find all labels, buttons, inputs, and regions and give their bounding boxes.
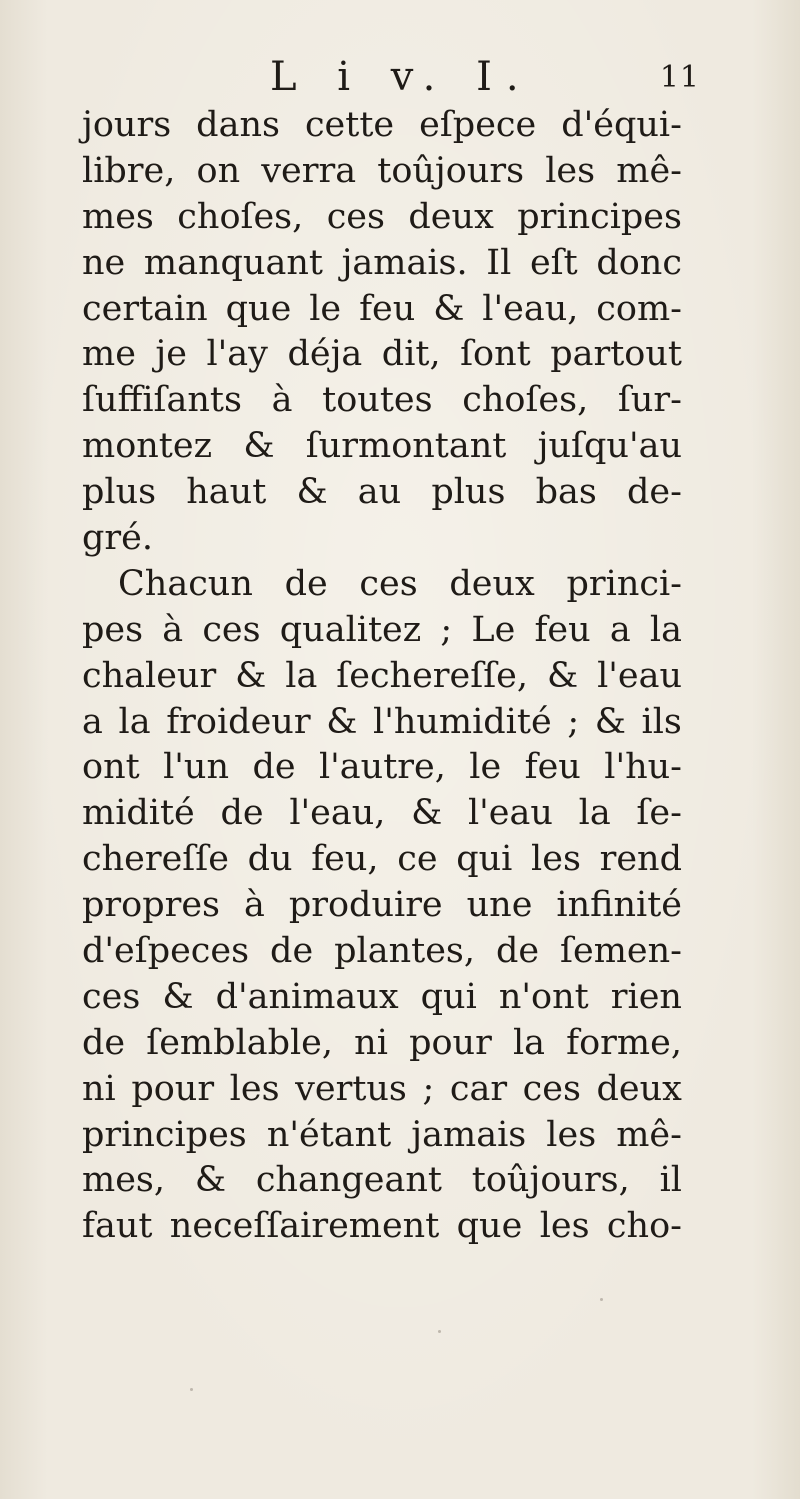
text-word: manquant bbox=[143, 242, 323, 283]
text-line bbox=[82, 1204, 682, 1250]
text-word: & bbox=[194, 1160, 226, 1201]
text-word: de bbox=[252, 747, 296, 788]
text-word: le bbox=[469, 747, 502, 788]
text-word: une bbox=[466, 885, 533, 926]
text-word: deux bbox=[596, 1068, 682, 1109]
text-word: d'équi- bbox=[561, 105, 682, 145]
text-word: produire bbox=[288, 885, 443, 926]
text-word: a bbox=[609, 609, 631, 650]
text-word: froideur bbox=[166, 701, 311, 742]
text-word: ſemblable, bbox=[146, 1022, 334, 1063]
text-word: changeant bbox=[255, 1160, 442, 1201]
text-word: choſes, bbox=[462, 380, 589, 421]
text-word: donc bbox=[596, 242, 682, 283]
text-line bbox=[82, 929, 682, 975]
text-word: la bbox=[118, 701, 151, 742]
text-word: la bbox=[285, 655, 318, 696]
text-word: midité bbox=[82, 793, 195, 834]
text-word: on bbox=[196, 150, 241, 191]
text-word: qui bbox=[456, 839, 513, 880]
text-line bbox=[82, 608, 682, 654]
text-line bbox=[82, 791, 682, 837]
text-word: la bbox=[649, 609, 682, 650]
text-word: n'étant bbox=[266, 1114, 392, 1155]
text-word: l'hu- bbox=[604, 747, 682, 788]
text-word: la bbox=[578, 793, 611, 834]
text-word: toûjours bbox=[377, 150, 525, 191]
text-word: jamais bbox=[411, 1114, 527, 1155]
text-word: propres bbox=[82, 885, 221, 926]
text-line bbox=[82, 837, 682, 883]
text-word: qualitez bbox=[279, 609, 422, 650]
text-word: & bbox=[162, 976, 194, 1017]
text-word: infinité bbox=[556, 885, 682, 926]
text-word: l'eau bbox=[467, 793, 553, 834]
text-line bbox=[82, 470, 682, 516]
text-line bbox=[82, 562, 682, 608]
text-word: libre, bbox=[82, 150, 176, 191]
text-word: l'eau, bbox=[289, 793, 386, 834]
text-word: haut bbox=[186, 472, 267, 513]
text-word: & bbox=[243, 426, 275, 467]
text-word: deux bbox=[449, 563, 535, 604]
text-word: ſe- bbox=[636, 793, 682, 834]
text-word: ſurmontant bbox=[305, 426, 507, 467]
text-word: ces bbox=[359, 563, 418, 604]
text-word: ſont bbox=[460, 334, 531, 375]
text-word: plus bbox=[431, 472, 506, 513]
text-word: principes bbox=[82, 1114, 247, 1155]
text-line bbox=[82, 700, 682, 746]
text-word: me bbox=[82, 334, 136, 375]
text-word: ſuffiſants bbox=[82, 380, 242, 421]
text-line bbox=[82, 975, 682, 1021]
text-word: plantes, bbox=[334, 931, 475, 972]
text-word: les bbox=[229, 1068, 280, 1109]
text-word: ces bbox=[522, 1068, 581, 1109]
text-word: de bbox=[220, 793, 264, 834]
text-word: & bbox=[235, 655, 267, 696]
text-word: les bbox=[539, 1206, 590, 1247]
text-word: montez bbox=[82, 426, 213, 467]
text-word: de bbox=[270, 931, 314, 972]
text-word: toutes bbox=[322, 380, 433, 421]
page-header bbox=[270, 52, 700, 102]
text-word: à bbox=[162, 609, 184, 650]
text-word: mes, bbox=[82, 1160, 165, 1201]
text-word: de bbox=[495, 931, 540, 972]
text-word: & bbox=[296, 472, 328, 513]
text-line bbox=[82, 1113, 682, 1159]
text-line bbox=[82, 883, 682, 929]
text-word: de- bbox=[626, 472, 682, 513]
text-word: l'ay bbox=[206, 334, 268, 375]
body-text bbox=[82, 103, 682, 1250]
text-line bbox=[82, 424, 682, 470]
text-word: chereſſe bbox=[82, 839, 229, 880]
text-word: il bbox=[659, 1160, 682, 1201]
text-word: au bbox=[357, 472, 402, 513]
text-word: la bbox=[512, 1022, 546, 1063]
text-word: ce bbox=[397, 839, 438, 880]
text-word: d'animaux bbox=[215, 976, 399, 1017]
text-word: princi- bbox=[566, 563, 682, 604]
text-word: verra bbox=[261, 150, 357, 191]
text-word: pour bbox=[409, 1022, 492, 1063]
text-word: feu, bbox=[311, 839, 379, 880]
text-word: principes bbox=[517, 196, 682, 237]
text-word: bas bbox=[535, 472, 597, 513]
paper-speck bbox=[438, 1330, 441, 1333]
running-head: L i v. I. bbox=[270, 54, 533, 100]
text-word: eſpece bbox=[419, 105, 537, 145]
text-line bbox=[82, 195, 682, 241]
text-word: l'humidité bbox=[373, 701, 552, 742]
text-word: de bbox=[284, 563, 328, 604]
text-word: de bbox=[82, 1022, 126, 1063]
text-word: eſt bbox=[529, 242, 578, 283]
text-word: que bbox=[225, 288, 292, 329]
text-word: neceſſairement bbox=[169, 1206, 440, 1247]
text-word: mê- bbox=[616, 150, 682, 191]
text-word: plus bbox=[82, 472, 157, 513]
text-word: Il bbox=[486, 242, 512, 283]
text-word: pes bbox=[82, 609, 144, 650]
text-word: ſemen- bbox=[560, 931, 682, 972]
text-word: l'eau bbox=[597, 655, 682, 696]
text-word: ; bbox=[422, 1068, 435, 1109]
text-word: d'eſpeces bbox=[82, 931, 250, 972]
text-word: & bbox=[326, 701, 358, 742]
text-word: feu bbox=[524, 747, 581, 788]
text-word: ils bbox=[641, 701, 682, 742]
text-line bbox=[82, 332, 682, 378]
text-word: forme, bbox=[566, 1022, 682, 1063]
text-word: ni bbox=[82, 1068, 116, 1109]
text-word: l'autre, bbox=[318, 747, 446, 788]
text-word: les bbox=[531, 839, 581, 880]
text-word: choſes, bbox=[177, 196, 304, 237]
text-line bbox=[82, 654, 682, 700]
text-word: déja bbox=[287, 334, 363, 375]
text-line bbox=[82, 378, 682, 424]
text-word: partout bbox=[550, 334, 682, 375]
page-number: 11 bbox=[659, 60, 700, 95]
text-word: cette bbox=[304, 105, 395, 145]
text-word: mes bbox=[82, 196, 154, 237]
text-word: ſechereſſe, bbox=[336, 655, 528, 696]
text-word: ; bbox=[440, 609, 453, 650]
text-word: a bbox=[82, 701, 103, 742]
text-word: & bbox=[411, 793, 443, 834]
text-word: ces bbox=[326, 196, 385, 237]
text-word: vertus bbox=[295, 1068, 407, 1109]
text-word: ne bbox=[82, 242, 126, 283]
text-word: rend bbox=[599, 839, 682, 880]
paper-speck bbox=[190, 1388, 193, 1391]
text-word: le bbox=[309, 288, 342, 329]
text-word: du bbox=[247, 839, 293, 880]
text-word: juſqu'au bbox=[537, 426, 682, 467]
text-word: gré. bbox=[82, 518, 153, 559]
text-line bbox=[82, 287, 682, 333]
text-word: dit, bbox=[381, 334, 441, 375]
text-word: feu bbox=[359, 288, 416, 329]
text-word: com- bbox=[596, 288, 682, 329]
text-word: pour bbox=[131, 1068, 215, 1109]
text-word: n'ont bbox=[498, 976, 589, 1017]
text-line bbox=[82, 103, 682, 149]
text-word: ni bbox=[354, 1022, 388, 1063]
text-word: ; bbox=[567, 701, 580, 742]
text-word: que bbox=[456, 1206, 523, 1247]
text-word: car bbox=[449, 1068, 508, 1109]
text-word: je bbox=[155, 334, 187, 375]
text-line bbox=[82, 1158, 682, 1204]
text-word: toûjours, bbox=[471, 1160, 630, 1201]
text-word: mê- bbox=[616, 1114, 682, 1155]
text-word: ſur- bbox=[617, 380, 682, 421]
text-word: & bbox=[433, 288, 465, 329]
text-word: jamais. bbox=[341, 242, 468, 283]
text-word: à bbox=[244, 885, 265, 926]
text-word: & bbox=[546, 655, 579, 696]
text-word: l'eau, bbox=[482, 288, 579, 329]
text-word: l'un bbox=[163, 747, 230, 788]
text-word: les bbox=[545, 150, 596, 191]
text-word: qui bbox=[420, 976, 477, 1017]
text-word: chaleur bbox=[82, 655, 217, 696]
text-line bbox=[82, 241, 682, 287]
text-word: Chacun bbox=[118, 563, 253, 604]
text-word: jours bbox=[82, 105, 172, 145]
text-word: dans bbox=[196, 105, 280, 145]
text-line bbox=[82, 1067, 682, 1113]
text-word: cho- bbox=[606, 1206, 682, 1247]
text-line bbox=[82, 1021, 682, 1067]
text-word: ont bbox=[82, 747, 140, 788]
text-word: Le bbox=[471, 609, 516, 650]
text-word: les bbox=[546, 1114, 597, 1155]
paper-speck bbox=[600, 1298, 603, 1301]
text-word: deux bbox=[408, 196, 494, 237]
text-word: & bbox=[594, 701, 626, 742]
text-word: feu bbox=[534, 609, 591, 650]
text-word: rien bbox=[610, 976, 682, 1017]
text-line bbox=[82, 745, 682, 791]
text-line bbox=[82, 149, 682, 195]
text-word: ces bbox=[82, 976, 141, 1017]
text-word: certain bbox=[82, 288, 208, 329]
text-word: ces bbox=[202, 609, 261, 650]
text-line bbox=[82, 516, 682, 562]
text-word: à bbox=[271, 380, 293, 421]
text-word: faut bbox=[82, 1206, 153, 1247]
